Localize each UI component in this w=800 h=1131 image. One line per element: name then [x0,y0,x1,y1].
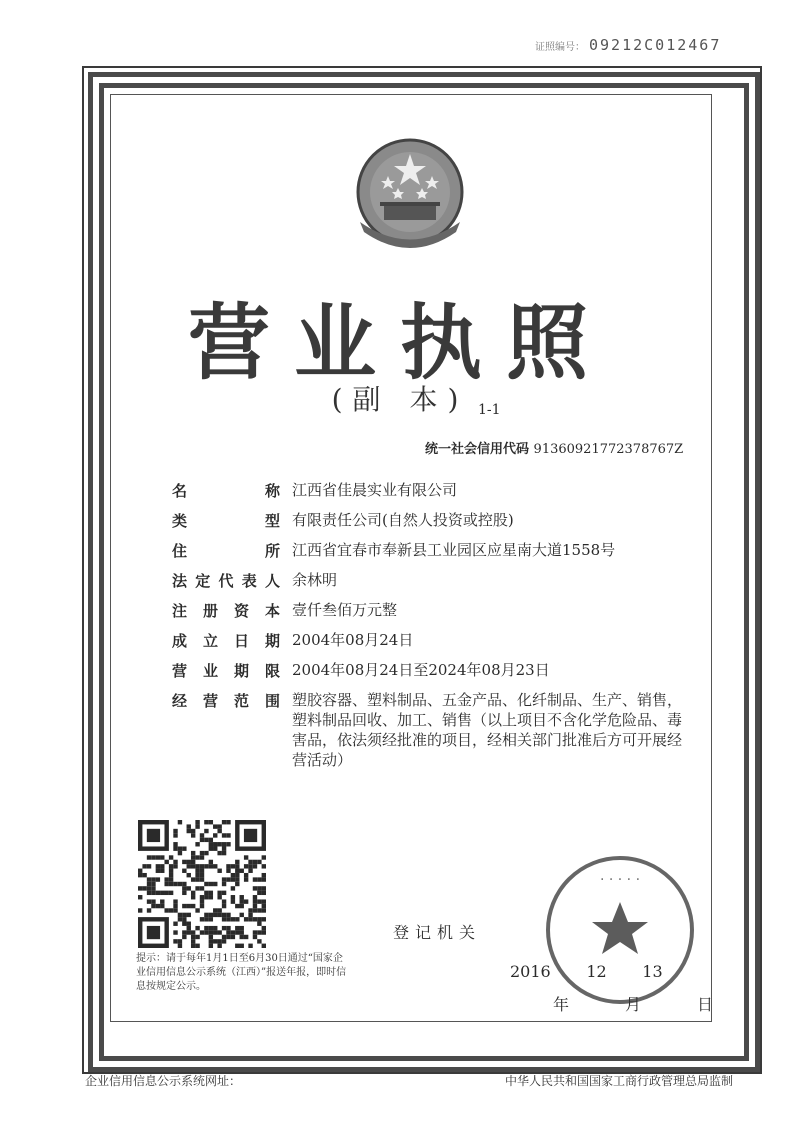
field-label: 成 立 日 期 [172,632,280,650]
address-value: 江西省宜春市奉新县工业园区应星南大道1558号 [292,541,616,559]
document-subtitle: (副 本) [331,383,469,416]
qr-note: 提示：请于每年1月1日至6月30日通过“国家企业信用信息公示系统（江西）”报送年报，即时信息按规定公示。 [136,953,347,992]
serial-number [535,36,721,54]
company-name-value: 江西省佳晨实业有限公司 [292,481,458,499]
field-term [172,660,712,690]
national-emblem-icon [340,132,480,262]
credit-code-value: 91360921772378767Z [533,442,684,457]
field-established [172,630,712,660]
credit-code [425,438,683,457]
field-label: 住 所 [172,542,280,560]
company-type-value: 有限责任公司(自然人投资或控股) [292,511,514,529]
field-label: 营 业 期 限 [172,662,280,680]
reg-day: 13 [642,962,663,981]
field-address [172,540,712,570]
svg-text:· · · · ·: · · · · · [599,872,641,888]
field-scope [172,690,712,780]
reg-year: 2016 [510,962,551,981]
field-label: 法 定 代 表 人 [172,572,280,590]
legal-rep-value: 余林明 [292,571,338,589]
serial-value: 09212C012467 [589,36,722,54]
official-seal-icon [540,850,700,1010]
credit-code-label: 统一社会信用代码 [425,442,530,457]
reg-month: 12 [586,962,607,981]
field-label: 注 册 资 本 [172,602,280,620]
business-term-value: 2004年08月24日至2024年08月23日 [292,661,550,679]
field-type [172,510,712,540]
license-fields [172,480,712,780]
copy-number: 1-1 [478,402,501,418]
field-capital [172,600,712,630]
field-name [172,480,712,510]
field-legal-rep [172,570,712,600]
business-scope-value: 塑胶容器、塑料制品、五金产品、化纤制品、生产、销售，塑料制品回收、加工、销售（以上项目不含化学危险品、毒害品，依法须经批准的项目，经相关部门批准后方可开展经营活动） [292,691,683,769]
footer-website-label: 企业信用信息公示系统网址： [85,1074,242,1088]
qr-code-icon [138,820,266,948]
field-label: 经 营 范 围 [172,692,280,710]
footer-issuer: 中华人民共和国国家工商行政管理总局监制 [505,1074,734,1088]
date-unit-labels: 年 月 日 [553,995,713,1014]
field-label: 类 型 [172,512,280,530]
registration-authority-label: 登记机关 [393,923,482,942]
established-date-value: 2004年08月24日 [292,631,414,649]
document-title: 营业执照 [187,295,612,391]
field-label: 名 称 [172,482,280,500]
serial-label: 证照编号： [535,42,585,53]
capital-value: 壹仟叁佰万元整 [292,601,398,619]
